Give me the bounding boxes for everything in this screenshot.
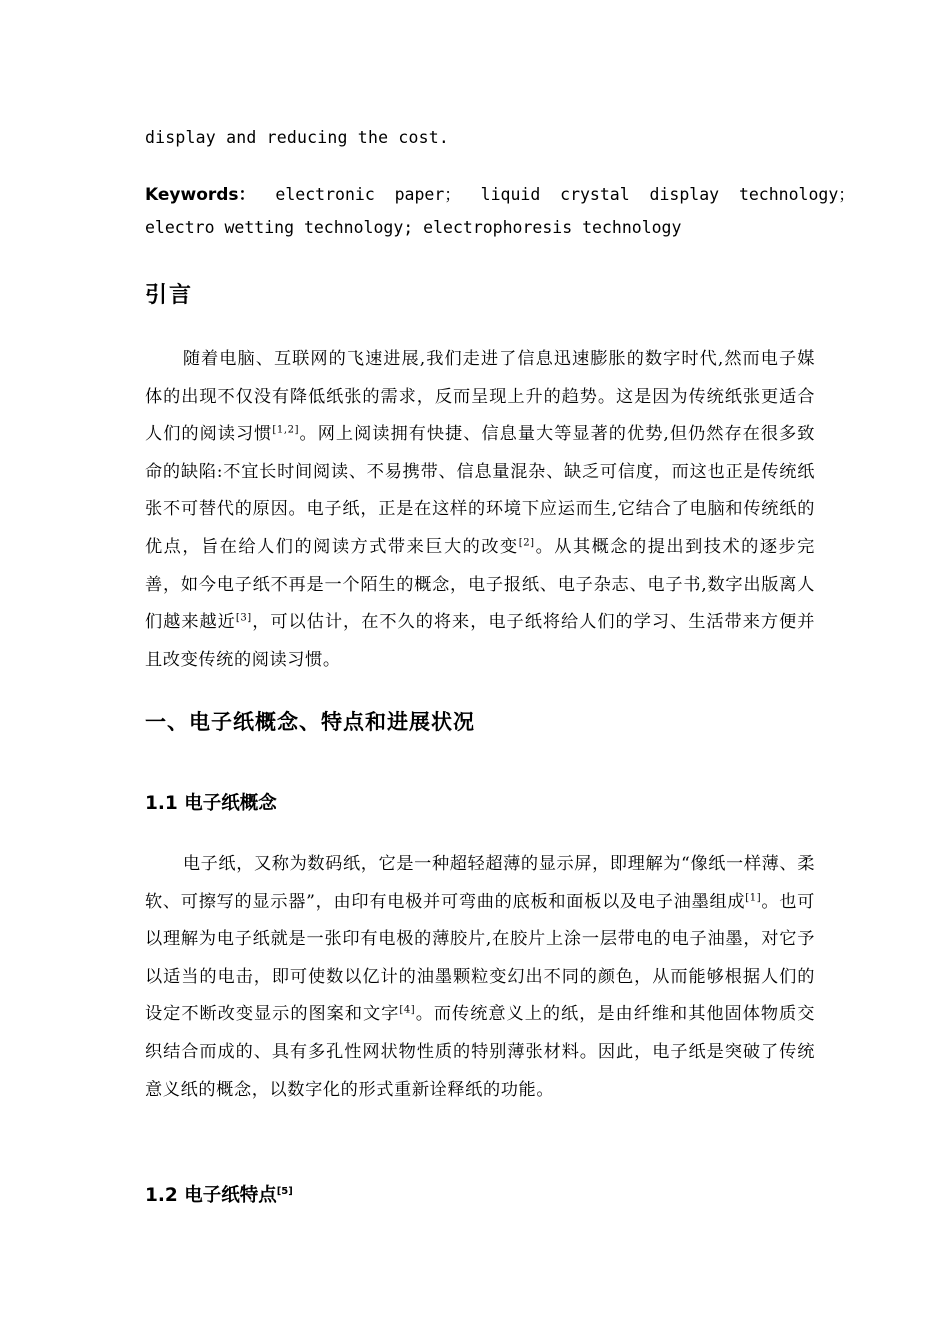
citation-ref: [2] xyxy=(518,537,535,549)
section-1-heading: 一、电子纸概念、特点和进展状况 xyxy=(145,709,475,734)
keywords-label: Keywords： xyxy=(145,185,256,205)
intro-text-4: ，可以估计，在不久的将来，电子纸将给人们的学习、生活带来方便并且改变传统的阅读习惯。 xyxy=(145,612,815,670)
intro-text-1: 随着电脑、互联网的飞速进展,我们走进了信息迅速膨胀的数字时代,然而电子媒体的出现不仅没有降低纸张的需求，反而呈现上升的趋势。这是因为传统纸张更适合人们的阅读习惯 xyxy=(145,349,815,445)
abstract-tail-text: display and reducing the cost. xyxy=(145,128,450,147)
sub12-title: 1.2 电子纸特点 xyxy=(145,1185,277,1206)
sub11-text-1: 电子纸，又称为数码纸，它是一种超轻超薄的显示屏，即理解为“像纸一样薄、柔软、可擦写的显示器”，由印有电极并可弯曲的底板和面板以及电子油墨组成 xyxy=(145,854,815,912)
citation-ref: [4] xyxy=(399,1004,416,1016)
subsection-1-1-paragraph xyxy=(145,846,815,1109)
intro-paragraph xyxy=(145,341,815,679)
sub11-text-3: 。而传统意义上的纸，是由纤维和其他固体物质交织结合而成的、具有多孔性网状物性质的特别薄张材料。因此，电子纸是突破了传统意义纸的概念，以数字化的形式重新诠释纸的功能。 xyxy=(145,1004,815,1100)
sub11-text-2: 。也可以理解为电子纸就是一张印有电极的薄胶片,在胶片上涂一层带电的电子油墨，对它予以适当的电击，即可使数以亿计的油墨颗粒变幻出不同的颜色，从而能够根据人们的设定不断改变显示的图案和文字 xyxy=(145,891,815,1025)
intro-heading: 引言 xyxy=(145,282,194,308)
citation-ref: [5] xyxy=(276,1185,293,1197)
keywords-values-1: electronic paper； liquid crystal display technology； xyxy=(275,185,855,204)
citation-ref: [1] xyxy=(745,891,762,903)
subsection-1-2-heading xyxy=(145,1181,293,1207)
intro-text-3: 。从其概念的提出到技术的逐步完善，如今电子纸不再是一个陌生的概念，电子报纸、电子杂志、电子书,数字出版离人们越来越近 xyxy=(145,536,815,633)
citation-ref: [1,2] xyxy=(272,424,300,436)
keywords-text-1 xyxy=(256,185,276,204)
intro-text-2: 。网上阅读拥有快捷、信息量大等显著的优势,但仍然存在很多致命的缺陷:不宜长时间阅读、不易携带、信息量混杂、缺乏可信度，而这也正是传统纸张不可替代的原因。电子纸，正是在这样的环境下应运而生,它结合了电脑和传统纸的优点，旨在给人们的阅读方式带来巨大的改变 xyxy=(145,424,816,557)
keywords-line-2: electro wetting technology; electrophoresis technology xyxy=(145,218,682,237)
subsection-1-1-heading: 1.1 电子纸概念 xyxy=(145,793,277,814)
citation-ref: [3] xyxy=(235,612,252,624)
keywords-line-1 xyxy=(145,180,855,205)
